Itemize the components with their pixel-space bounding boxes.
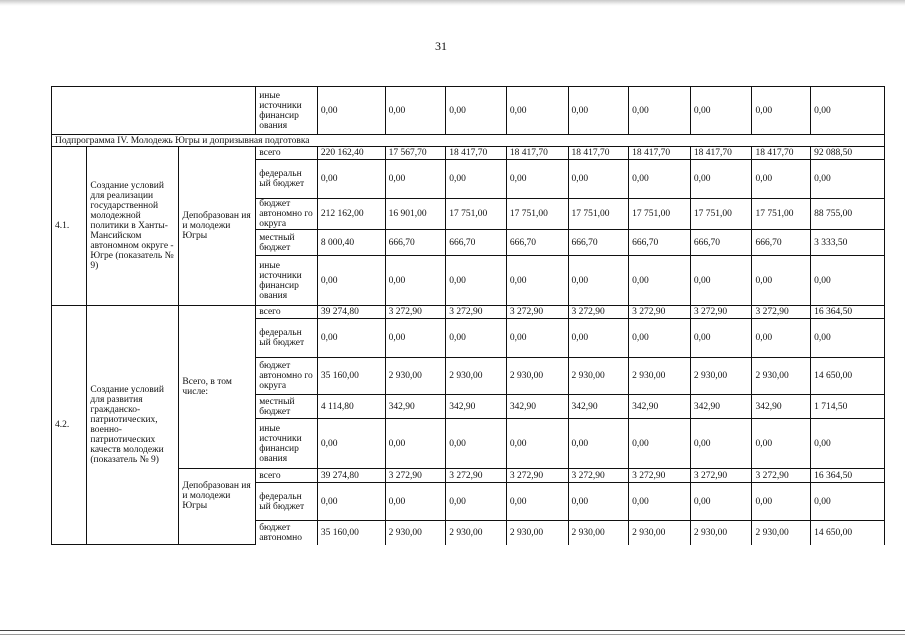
section-name: Создание условий для реализации государственной молодежной политики в Ханты-Мансийском автономном округе - Югре (показатель № 9): [87, 147, 179, 306]
value-cell: 0,00: [811, 87, 885, 135]
value-cell: 0,00: [568, 87, 629, 135]
value-cell: 17 751,00: [446, 199, 507, 230]
empty-cell: [52, 87, 256, 135]
value-cell: 0,00: [317, 319, 385, 358]
value-cell: 0,00: [752, 256, 811, 306]
value-cell: 3 272,90: [752, 469, 811, 483]
value-cell: 0,00: [446, 419, 507, 469]
value-cell: 3 272,90: [506, 469, 568, 483]
value-cell: 666,70: [629, 230, 691, 256]
executor-cell: Депобразован ия и молодежи Югры: [179, 147, 256, 306]
value-cell: 212 162,00: [317, 199, 385, 230]
subprogram-row: [52, 135, 885, 147]
scan-edge-top: [0, 0, 905, 6]
value-cell: 0,00: [752, 319, 811, 358]
value-cell: 2 930,00: [629, 521, 691, 545]
value-cell: 0,00: [690, 256, 752, 306]
value-cell: 1 714,50: [811, 395, 885, 419]
value-cell: 0,00: [385, 419, 446, 469]
value-cell: 220 162,40: [317, 147, 385, 160]
value-cell: 666,70: [446, 230, 507, 256]
value-cell: 0,00: [629, 319, 691, 358]
value-cell: 2 930,00: [506, 358, 568, 395]
value-cell: 16 364,50: [811, 469, 885, 483]
scan-edge-bottom: [0, 628, 905, 640]
value-cell: 2 930,00: [568, 521, 629, 545]
value-cell: 666,70: [568, 230, 629, 256]
value-cell: 342,90: [385, 395, 446, 419]
value-cell: 16 364,50: [811, 306, 885, 319]
source-cell: бюджет автономно: [256, 521, 318, 545]
value-cell: 0,00: [568, 483, 629, 521]
value-cell: 0,00: [811, 160, 885, 199]
value-cell: 0,00: [752, 483, 811, 521]
value-cell: 18 417,70: [568, 147, 629, 160]
value-cell: 17 751,00: [690, 199, 752, 230]
value-cell: 0,00: [506, 419, 568, 469]
value-cell: 0,00: [446, 319, 507, 358]
value-cell: 0,00: [811, 483, 885, 521]
source-cell: местный бюджет: [256, 395, 318, 419]
value-cell: 3 272,90: [690, 469, 752, 483]
value-cell: 0,00: [690, 319, 752, 358]
value-cell: 0,00: [629, 87, 691, 135]
value-cell: 2 930,00: [385, 521, 446, 545]
value-cell: 342,90: [568, 395, 629, 419]
value-cell: 3 272,90: [385, 306, 446, 319]
value-cell: 0,00: [568, 160, 629, 199]
value-cell: 3 272,90: [506, 306, 568, 319]
value-cell: 2 930,00: [752, 358, 811, 395]
value-cell: 17 751,00: [752, 199, 811, 230]
source-cell: местный бюджет: [256, 230, 318, 256]
value-cell: 0,00: [446, 256, 507, 306]
source-cell: бюджет автономно го округа: [256, 358, 318, 395]
value-cell: 17 751,00: [629, 199, 691, 230]
value-cell: 0,00: [690, 87, 752, 135]
value-cell: 3 272,90: [690, 306, 752, 319]
value-cell: 0,00: [506, 483, 568, 521]
value-cell: 3 272,90: [446, 469, 507, 483]
value-cell: 0,00: [690, 419, 752, 469]
value-cell: 0,00: [811, 419, 885, 469]
value-cell: 17 567,70: [385, 147, 446, 160]
executor-cell: Депобразован ия и молодежи Югры: [179, 469, 256, 545]
value-cell: 0,00: [385, 160, 446, 199]
value-cell: 2 930,00: [629, 358, 691, 395]
value-cell: 18 417,70: [752, 147, 811, 160]
value-cell: 666,70: [385, 230, 446, 256]
value-cell: 88 755,00: [811, 199, 885, 230]
source-cell: федеральн ый бюджет: [256, 483, 318, 521]
value-cell: 35 160,00: [317, 521, 385, 545]
source-cell: иные источники финансир ования: [256, 256, 318, 306]
value-cell: 3 333,50: [811, 230, 885, 256]
value-cell: 0,00: [629, 419, 691, 469]
value-cell: 0,00: [629, 160, 691, 199]
value-cell: 18 417,70: [629, 147, 691, 160]
value-cell: 342,90: [446, 395, 507, 419]
source-cell: иные источники финансир ования: [256, 87, 318, 135]
value-cell: 0,00: [317, 419, 385, 469]
value-cell: 0,00: [506, 160, 568, 199]
value-cell: 2 930,00: [385, 358, 446, 395]
value-cell: 92 088,50: [811, 147, 885, 160]
value-cell: 0,00: [568, 319, 629, 358]
value-cell: 17 751,00: [506, 199, 568, 230]
value-cell: 8 000,40: [317, 230, 385, 256]
value-cell: 0,00: [446, 483, 507, 521]
value-cell: 0,00: [385, 87, 446, 135]
page-number: 31: [435, 39, 447, 53]
value-cell: 18 417,70: [690, 147, 752, 160]
subprogram-title: Подпрограмма IV. Молодежь Югры и допризывная подготовка: [52, 135, 885, 147]
value-cell: 0,00: [317, 483, 385, 521]
table-row: [52, 147, 885, 160]
value-cell: 35 160,00: [317, 358, 385, 395]
value-cell: 0,00: [629, 483, 691, 521]
value-cell: 0,00: [506, 87, 568, 135]
value-cell: 14 650,00: [811, 521, 885, 545]
source-cell: всего: [256, 306, 318, 319]
value-cell: 342,90: [629, 395, 691, 419]
value-cell: 16 901,00: [385, 199, 446, 230]
value-cell: 0,00: [446, 87, 507, 135]
value-cell: 2 930,00: [568, 358, 629, 395]
value-cell: 0,00: [506, 319, 568, 358]
source-cell: иные источники финансир ования: [256, 419, 318, 469]
value-cell: 342,90: [690, 395, 752, 419]
section-index: 4.2.: [52, 306, 87, 545]
value-cell: 0,00: [811, 319, 885, 358]
value-cell: 2 930,00: [690, 521, 752, 545]
value-cell: 3 272,90: [629, 469, 691, 483]
budget-table: [51, 86, 885, 545]
value-cell: 2 930,00: [752, 521, 811, 545]
value-cell: 342,90: [506, 395, 568, 419]
value-cell: 2 930,00: [446, 358, 507, 395]
value-cell: 3 272,90: [752, 306, 811, 319]
value-cell: 2 930,00: [690, 358, 752, 395]
value-cell: 666,70: [506, 230, 568, 256]
value-cell: 0,00: [752, 160, 811, 199]
table-row: [52, 306, 885, 319]
value-cell: 0,00: [385, 483, 446, 521]
value-cell: 18 417,70: [506, 147, 568, 160]
source-cell: федеральн ый бюджет: [256, 319, 318, 358]
value-cell: 17 751,00: [568, 199, 629, 230]
value-cell: 342,90: [752, 395, 811, 419]
value-cell: 14 650,00: [811, 358, 885, 395]
value-cell: 0,00: [690, 483, 752, 521]
value-cell: 0,00: [568, 256, 629, 306]
source-cell: всего: [256, 147, 318, 160]
value-cell: 0,00: [446, 160, 507, 199]
value-cell: 3 272,90: [446, 306, 507, 319]
value-cell: 39 274,80: [317, 469, 385, 483]
value-cell: 0,00: [568, 419, 629, 469]
value-cell: 0,00: [385, 256, 446, 306]
value-cell: 0,00: [811, 256, 885, 306]
value-cell: 0,00: [317, 160, 385, 199]
table-row: [52, 87, 885, 135]
value-cell: 0,00: [752, 419, 811, 469]
value-cell: 4 114,80: [317, 395, 385, 419]
value-cell: 3 272,90: [385, 469, 446, 483]
source-cell: всего: [256, 469, 318, 483]
source-cell: бюджет автономно го округа: [256, 199, 318, 230]
value-cell: 18 417,70: [446, 147, 507, 160]
value-cell: 0,00: [317, 256, 385, 306]
value-cell: 666,70: [690, 230, 752, 256]
value-cell: 39 274,80: [317, 306, 385, 319]
value-cell: 0,00: [317, 87, 385, 135]
value-cell: 3 272,90: [568, 306, 629, 319]
value-cell: 2 930,00: [446, 521, 507, 545]
value-cell: 0,00: [690, 160, 752, 199]
value-cell: 2 930,00: [506, 521, 568, 545]
executor-cell: Всего, в том числе:: [179, 306, 256, 469]
value-cell: 666,70: [752, 230, 811, 256]
section-index: 4.1.: [52, 147, 87, 306]
source-cell: федеральн ый бюджет: [256, 160, 318, 199]
value-cell: 0,00: [385, 319, 446, 358]
value-cell: 3 272,90: [568, 469, 629, 483]
value-cell: 3 272,90: [629, 306, 691, 319]
value-cell: 0,00: [506, 256, 568, 306]
section-name: Создание условий для развития гражданско-патриотических, военно-патриотических качеств молодежи (показатель № 9): [87, 306, 179, 545]
value-cell: 0,00: [752, 87, 811, 135]
value-cell: 0,00: [629, 256, 691, 306]
